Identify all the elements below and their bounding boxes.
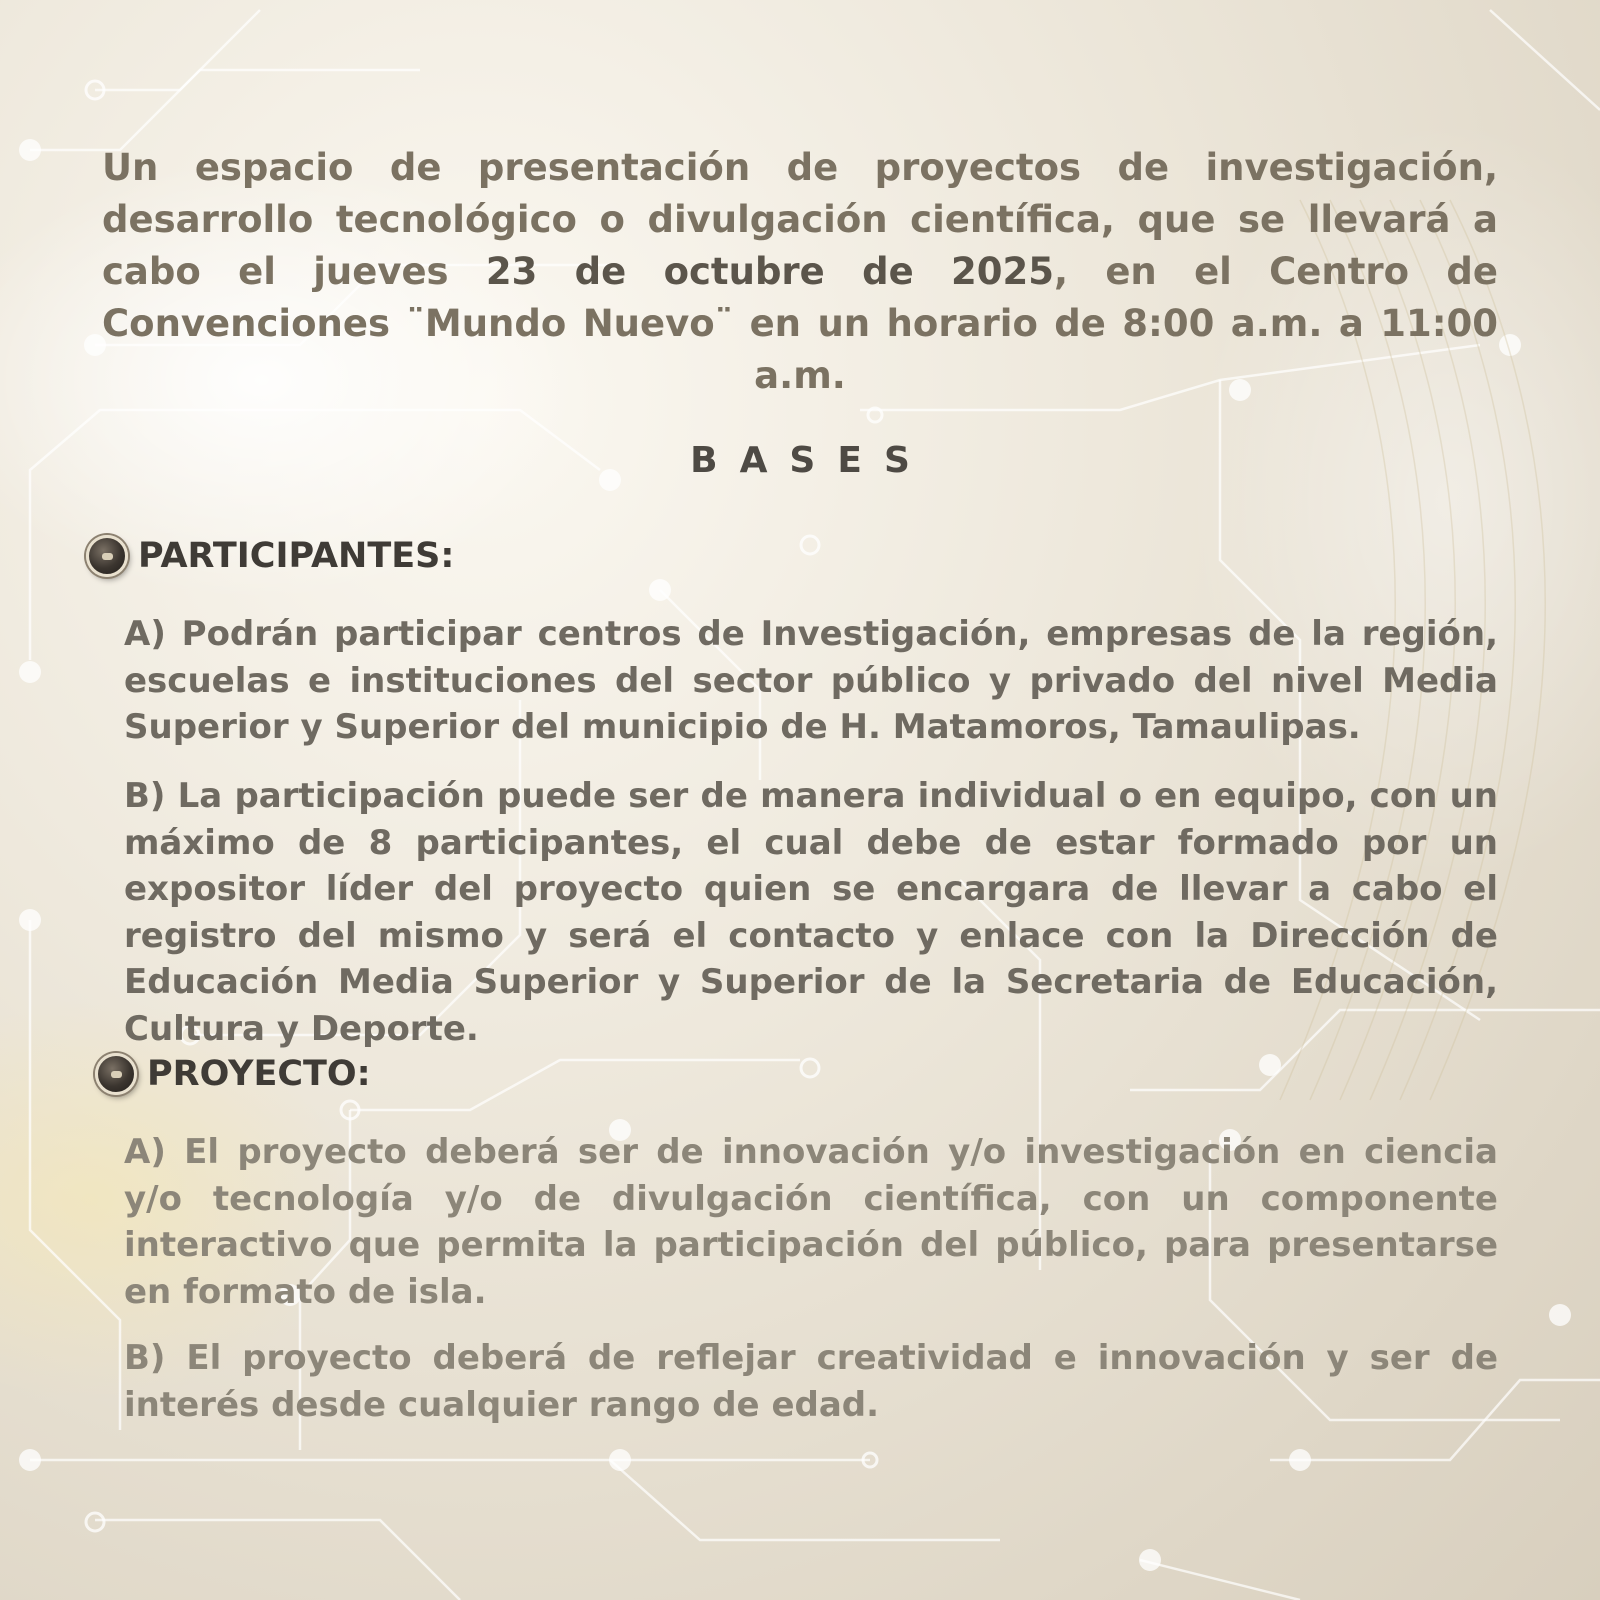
section-title-proyecto bbox=[95, 1053, 371, 1095]
bullet-icon bbox=[86, 535, 128, 577]
participantes-item-b: B) La participación puede ser de manera individual o en equipo, con un máximo de 8 participantes, el cual debe de estar formado por un expositor líder del proyecto quien se encargara de llevar a cabo el registro del mismo y será el contacto y enlace con la Dirección de Educación Media Superior y Superior de la Secretaria de Educación, Cultura y Deporte. bbox=[124, 776, 1498, 1049]
proyecto-item-a: A) El proyecto deberá ser de innovación y/o investigación en ciencia y/o tecnología y/o de divulgación científica, con un componente interactivo que permita la participación del público, para presentarse en formato de isla. bbox=[124, 1132, 1498, 1312]
section-title-participantes bbox=[86, 535, 454, 577]
intro-paragraph bbox=[102, 142, 1498, 402]
intro-text-after-date: , en el Centro de Convenciones ¨Mundo Nuevo¨ en un horario de 8:00 a.m. a 11:00 a.m. bbox=[102, 250, 1498, 397]
bases-heading: BASES bbox=[690, 440, 932, 481]
event-date: 23 de octubre de 2025 bbox=[485, 250, 1054, 293]
proyecto-item-b: B) El proyecto deberá de reflejar creatividad e innovación y ser de interés desde cualquier rango de edad. bbox=[124, 1338, 1498, 1425]
participantes-item-a: A) Podrán participar centros de Investigación, empresas de la región, escuelas e instituciones del sector público y privado del nivel Media Superior y Superior del municipio de H. Matamoros, Tamaulipas. bbox=[124, 614, 1498, 747]
section-title-label: PARTICIPANTES: bbox=[138, 536, 455, 576]
bullet-icon bbox=[95, 1053, 137, 1095]
section-title-label: PROYECTO: bbox=[147, 1054, 371, 1094]
intro-text-before-date: Un espacio de presentación de proyectos de investigación, desarrollo tecnológico o divulgación científica, que se llevará a cabo el jueves bbox=[102, 146, 1498, 293]
